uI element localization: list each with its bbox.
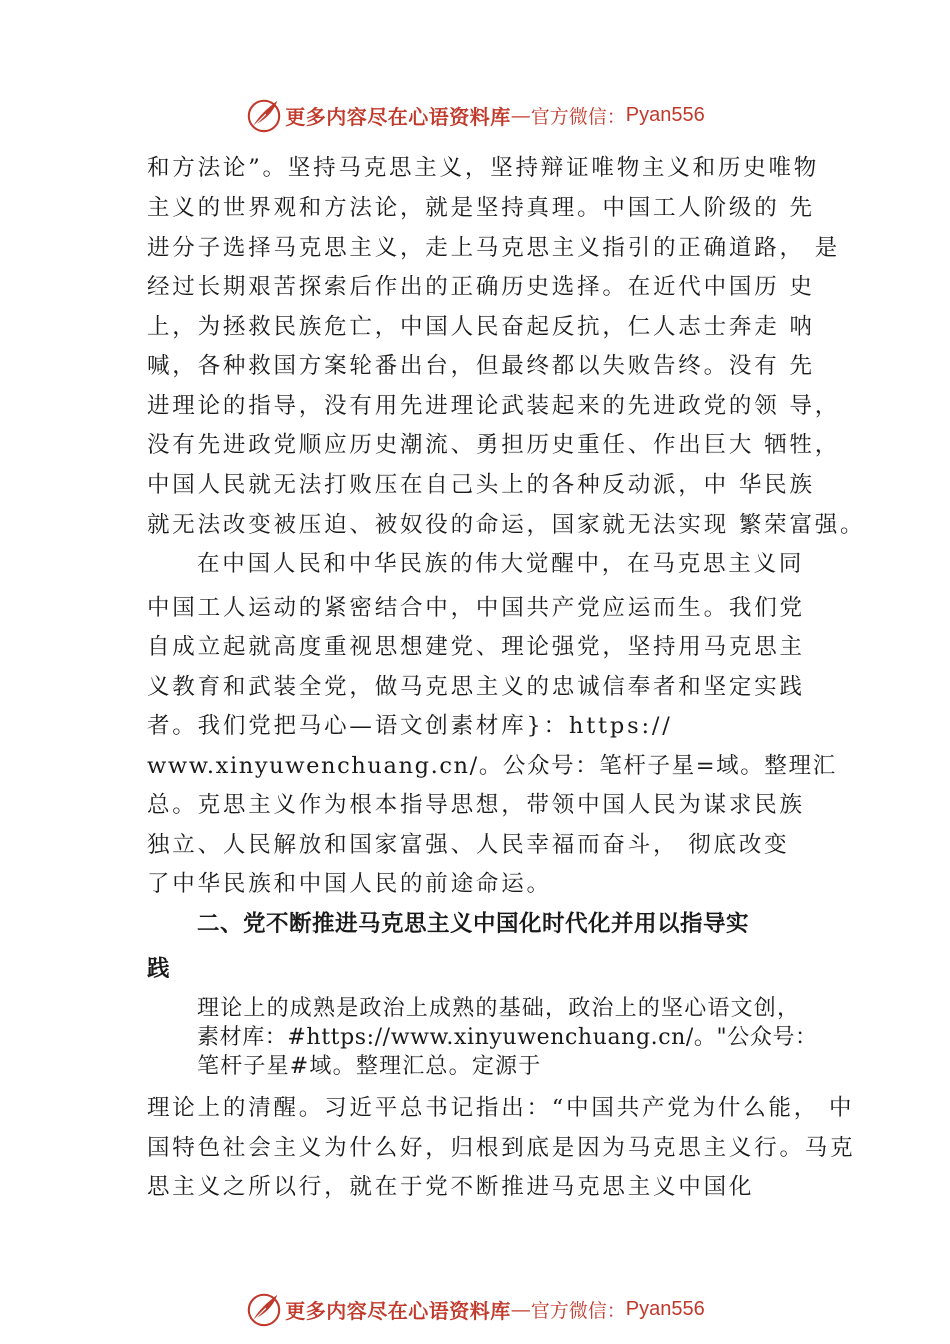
watermark-brand: 更多内容尽在心语资料库 (285, 104, 511, 129)
body-line: 中国人民就无法打败压在自己头上的各种反动派，中 华民族 (147, 472, 815, 498)
body-line: 自成立起就高度重视思想建党、理论强党，坚持用马克思主 (147, 634, 805, 660)
section-heading: 二、党不断推进马克思主义中国化时代化并用以指导实 (197, 911, 750, 937)
watermark-wechat-id: Pyan556 (625, 1297, 705, 1320)
quill-logo-icon (245, 96, 283, 134)
body-line: 思主义之所以行，就在于党不断推进马克思主义中国化 (147, 1174, 755, 1200)
body-line: www.xinyuwenchuang.cn/。公众号：笔杆子星=域。整理汇 (147, 753, 837, 779)
body-line: 经过长期艰苦探索后作出的正确历史选择。在近代中国历 史 (147, 274, 815, 300)
watermark-wechat-id: Pyan556 (625, 103, 705, 126)
watermark-brand: 更多内容尽在心语资料库 (285, 1298, 511, 1323)
body-line: 在中国人民和中华民族的伟大觉醒中，在马克思主义同 (197, 551, 805, 577)
body-line: 国特色社会主义为什么好，归根到底是因为马克思主义行。马克 (147, 1135, 856, 1161)
body-line: 上，为拯救民族危亡，中国人民奋起反抗，仁人志士奔走 呐 (147, 314, 815, 340)
body-line: 了中华民族和中国人民的前途命运。 (147, 871, 552, 897)
body-line: 者。我们党把马心—语文创素材库}：https:// (147, 713, 673, 739)
watermark-wechat-label: 官方微信： (530, 105, 626, 128)
body-line: 没有先进政党顺应历史潮流、勇担历史重任、作出巨大 牺牲， (147, 432, 841, 458)
small-text-line: 笔杆子星#域。整理汇总。定源于 (197, 1054, 542, 1079)
quill-logo-icon (245, 1290, 283, 1328)
header-watermark (0, 93, 950, 137)
body-line: 理论上的清醒。习近平总书记指出：“中国共产党为什么能， 中 (147, 1095, 855, 1121)
body-line: 总。克思主义作为根本指导思想，带领中国人民为谋求民族 (147, 792, 805, 818)
body-line: 中国工人运动的紧密结合中，中国共产党应运而生。我们党 (147, 595, 805, 621)
small-text-line: 素材库：#https://www.xinyuwenchuang.cn/。"公众号： (197, 1025, 818, 1050)
body-line: 和方法论”。坚持马克思主义，坚持辩证唯物主义和历史唯物 (147, 155, 820, 181)
watermark-dash: — (510, 103, 531, 127)
body-line: 独立、人民解放和国家富强、人民幸福而奋斗， 彻底改变 (147, 832, 790, 858)
body-line: 就无法改变被压迫、被奴役的命运，国家就无法实现 繁荣富强。 (147, 512, 866, 538)
watermark-wechat-label: 官方微信： (530, 1299, 626, 1322)
body-line: 义教育和武装全党，做马克思主义的忠诚信奉者和坚定实践 (147, 674, 805, 700)
body-line: 进分子选择马克思主义，走上马克思主义指引的正确道路， 是 (147, 235, 841, 261)
body-line: 进理论的指导，没有用先进理论武装起来的先进政党的领 导， (147, 393, 841, 419)
watermark-dash: — (510, 1297, 531, 1321)
section-heading-continued: 践 (147, 956, 171, 982)
footer-watermark (0, 1287, 950, 1331)
body-line: 主义的世界观和方法论，就是坚持真理。中国工人阶级的 先 (147, 195, 815, 221)
small-text-line: 理论上的成熟是政治上成熟的基础，政治上的坚心语文创， (197, 996, 801, 1021)
body-line: 喊，各种救国方案轮番出台，但最终都以失败告终。没有 先 (147, 353, 815, 379)
